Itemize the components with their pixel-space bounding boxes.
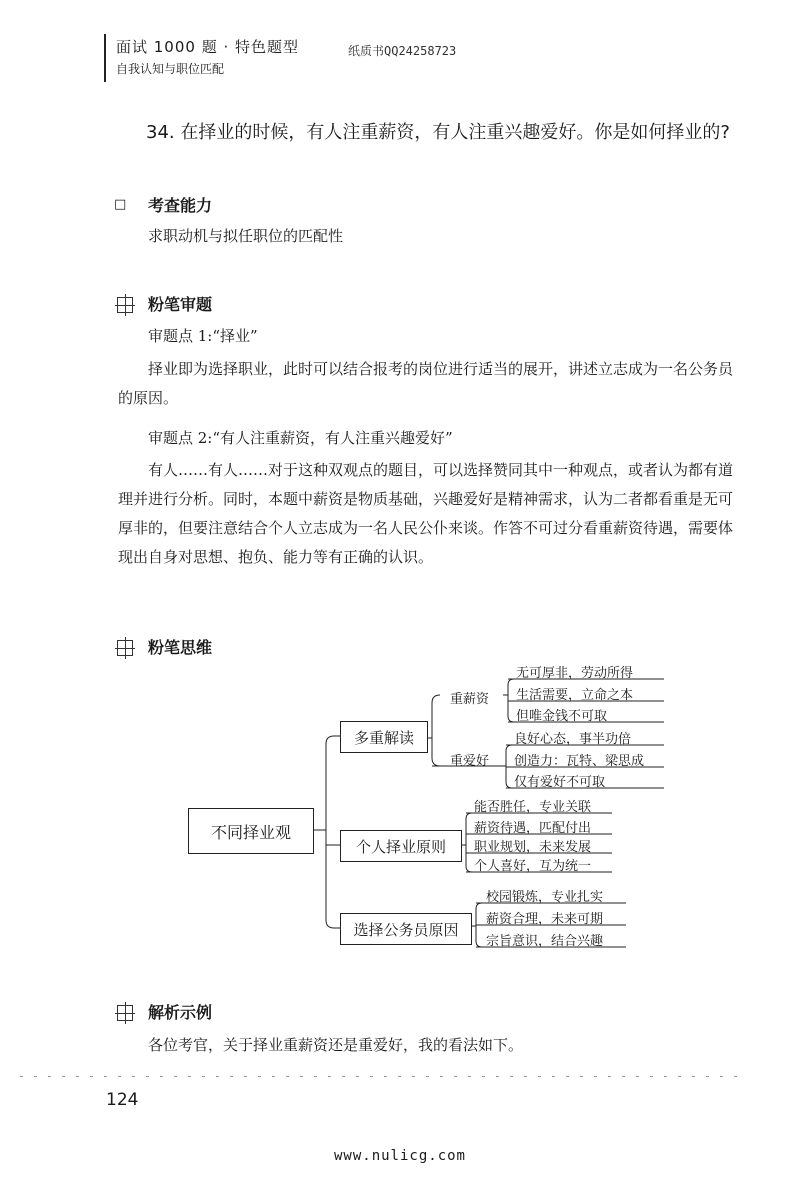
mindmap-leaf: 无可厚非，劳动所得 bbox=[516, 666, 634, 681]
mindmap-branch-principles: 个人择业原则 bbox=[340, 830, 462, 862]
ability-text: 求职动机与拟任职位的匹配性 bbox=[148, 227, 344, 245]
section-title-thinking: 粉笔思维 bbox=[148, 638, 213, 657]
mindmap-label-hobby: 重爱好 bbox=[450, 754, 490, 769]
mindmap-leaf: 生活需要，立命之本 bbox=[516, 688, 634, 703]
mindmap-leaf: 但唯金钱不可取 bbox=[516, 709, 608, 724]
mindmap-leaf: 薪资合理，未来可期 bbox=[486, 912, 604, 927]
mindmap-leaf: 职业规划，未来发展 bbox=[474, 840, 592, 855]
review-point-2-text: 有人……有人……对于这种双观点的题目，可以选择赞同其中一种观点，或者认为都有道理并进行分析。同时，本题中薪资是物质基础，兴趣爱好是精神需求，认为二者都看重是无可厚非的，但要注意结合个人立志成为一名人民公仆来谈。作答不可过分看重薪资待遇，需要体现出自身对思想、抱负、能力等有正确的认识。 bbox=[118, 461, 734, 566]
mindmap-root: 不同择业观 bbox=[188, 808, 314, 854]
question-title: 34. 在择业的时候，有人注重薪资，有人注重兴趣爱好。你是如何择业的? bbox=[146, 122, 730, 143]
mindmap-branch-reasons: 选择公务员原因 bbox=[340, 913, 472, 945]
book-title: 面试 1000 题 · 特色题型 bbox=[116, 38, 300, 56]
page-number: 124 bbox=[106, 1090, 139, 1110]
bullet-icon: □ bbox=[114, 197, 127, 212]
example-text: 各位考官，关于择业重薪资还是重爱好，我的看法如下。 bbox=[148, 1036, 524, 1054]
section-title-ability: 考查能力 bbox=[148, 196, 213, 215]
section-title-example: 解析示例 bbox=[148, 1003, 213, 1022]
mindmap-leaf: 宗旨意识，结合兴趣 bbox=[486, 934, 604, 949]
mindmap-leaf: 能否胜任，专业关联 bbox=[474, 800, 592, 815]
mindmap-leaf: 校园锻炼，专业扎实 bbox=[486, 890, 604, 905]
scan-artifact-line bbox=[20, 1076, 740, 1077]
footer-url: www.nulicg.com bbox=[333, 1148, 466, 1164]
review-point-1-text: 择业即为选择职业，此时可以结合报考的岗位进行适当的展开，讲述立志成为一名公务员的原因。 bbox=[118, 360, 734, 407]
review-point-1-label: 审题点 1:“择业” bbox=[148, 327, 258, 345]
mindmap-leaf: 良好心态，事半功倍 bbox=[514, 732, 632, 747]
mindmap-leaf: 薪资待遇，匹配付出 bbox=[474, 821, 592, 836]
mindmap-branch-interpretation: 多重解读 bbox=[340, 721, 428, 753]
section-title-review: 粉笔审题 bbox=[148, 295, 213, 314]
mindmap-label-salary: 重薪资 bbox=[450, 692, 490, 707]
contact-text: 纸质书QQ24258723 bbox=[348, 44, 457, 58]
mindmap-leaf: 创造力：瓦特、梁思成 bbox=[514, 754, 645, 769]
section-icon bbox=[117, 1005, 133, 1021]
chapter-title: 自我认知与职位匹配 bbox=[116, 62, 225, 76]
mindmap-leaf: 个人喜好，互为统一 bbox=[474, 859, 592, 874]
review-point-2-label: 审题点 2:“有人注重薪资，有人注重兴趣爱好” bbox=[148, 429, 453, 447]
mindmap-leaf: 仅有爱好不可取 bbox=[514, 775, 606, 790]
